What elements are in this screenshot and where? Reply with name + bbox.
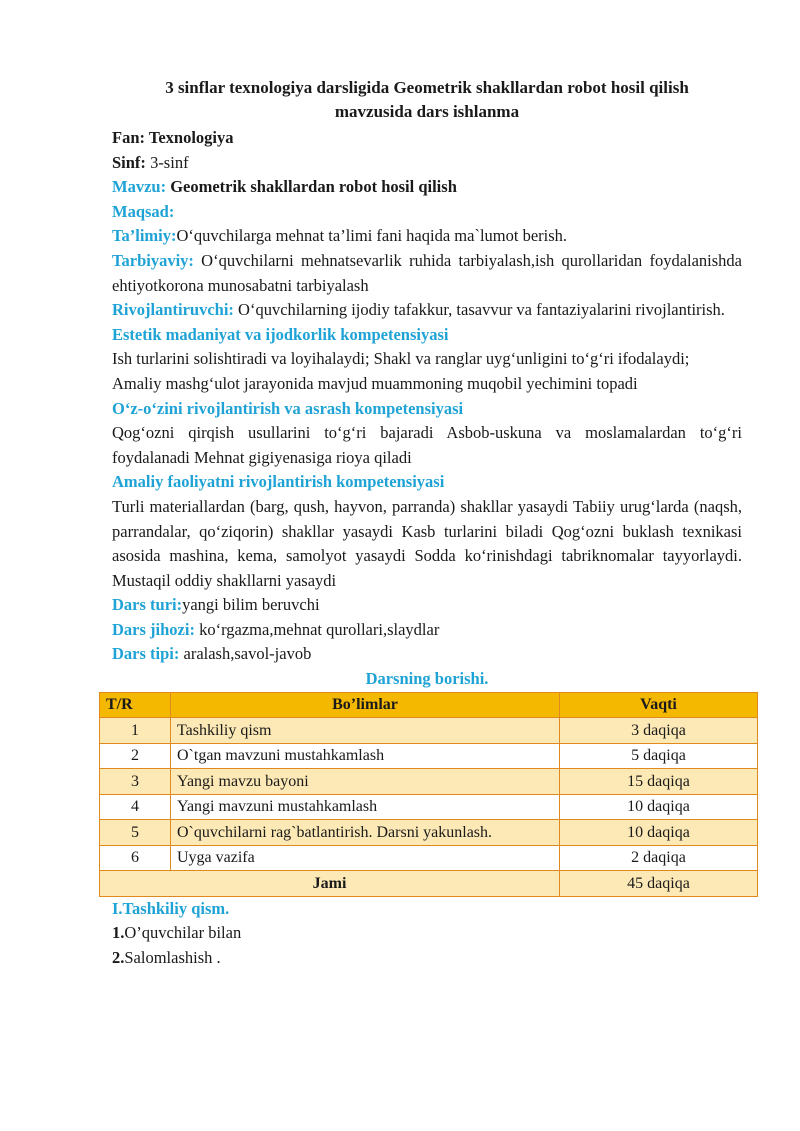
talimiy-line: Ta’limiy:O‘quvchilarga mehnat ta’limi fani haqida ma`lumot berish.	[112, 226, 568, 246]
title-line-1: 3 sinflar texnologiya darsligida Geometrik shakllardan robot hosil qilish	[165, 78, 689, 97]
maqsad-heading: Maqsad:	[112, 201, 175, 221]
dars-jihozi-line: Dars jihozi: ko‘rgazma,mehnat qurollari,slaydlar	[112, 619, 440, 639]
header-bolimlar: Bo’limlar	[171, 692, 560, 718]
dars-tipi-line: Dars tipi: aralash,savol-javob	[112, 644, 312, 664]
fan-line: Fan: Texnologiya	[112, 128, 234, 147]
total-time: 45 daqiqa	[560, 871, 758, 897]
ozini-heading: O‘z-o‘zini rivojlantirish va asrash kompetensiyasi	[112, 398, 464, 418]
rivojlantiruvchi-paragraph: Rivojlantiruvchi: O‘quvchilarning ijodiy tafakkur, tasavvur va fantaziyalarini rivojlantirish.	[112, 300, 725, 320]
estetik-heading: Estetik madaniyat va ijodkorlik kompetensiyasi	[112, 324, 449, 344]
document-title	[112, 76, 742, 124]
ozini-paragraph: Qog‘ozni qirqish usullarini to‘g‘ri bajaradi Asbob-uskuna va moslamalardan to‘g‘ri foydalanadi Mehnat gigiyenasiga rioya qiladi	[112, 423, 742, 467]
table-header-row	[100, 692, 758, 718]
total-label: Jami	[100, 871, 560, 897]
amaliy-heading: Amaliy faoliyatni rivojlantirish kompetensiyasi	[112, 472, 445, 492]
table-row: 5 O`quvchilarni rag`batlantirish. Darsni yakunlash. 10 daqiqa	[100, 820, 758, 846]
borishi-heading: Darsning borishi.	[365, 669, 489, 689]
tashkiliy-heading: I.Tashkiliy qism.	[112, 898, 230, 918]
estetik-paragraph-1: Ish turlarini solishtiradi va loyihalaydi; Shakl va ranglar uyg‘unligini to‘g‘ri ifodalaydi;	[112, 349, 690, 369]
amaliy-paragraph: Turli materiallardan (barg, qush, hayvon, parranda) shakllar yasaydi Tabiiy urug‘larda (naqsh, parrandalar, qo‘ziqorin) shakllar yasaydi Kasb turlarini biladi Qog‘ozni buklash texnikasi asosida mashina, kema, samolyot yasaydi Sodda ko‘rinishdagi tabriknomalar tayyorlaydi. Mustaqil oddiy shakllarni yasaydi	[112, 496, 742, 590]
list-item: 2.Salomlashish .	[112, 947, 221, 967]
table-total-row	[100, 871, 758, 897]
title-line-2: mavzusida dars ishlanma	[334, 102, 520, 121]
table-row: 4 Yangi mavzuni mustahkamlash 10 daqiqa	[100, 794, 758, 820]
mavzu-line: Mavzu: Geometrik shakllardan robot hosil qilish	[112, 177, 457, 197]
dars-turi-line: Dars turi:yangi bilim beruvchi	[112, 595, 320, 615]
estetik-paragraph-2: Amaliy mashg‘ulot jarayonida mavjud muammoning muqobil yechimini topadi	[112, 373, 638, 393]
tarbiyaviy-paragraph: Tarbiyaviy: O‘quvchilarni mehnatsevarlik ruhida tarbiyalash,ish qurollaridan foydalanishda ehtiyotkorona munosabatni tarbiyalash	[112, 250, 742, 295]
list-item: 1.O’quvchilar bilan	[112, 923, 242, 943]
header-vaqti: Vaqti	[560, 692, 758, 718]
document-page	[106, 76, 742, 970]
table-row: 1 Tashkiliy qism 3 daqiqa	[100, 718, 758, 744]
table-row: 2 O`tgan mavzuni mustahkamlash 5 daqiqa	[100, 743, 758, 769]
header-tr: T/R	[100, 692, 171, 718]
sinf-line: Sinf: 3-sinf	[112, 152, 189, 172]
table-row: 6 Uyga vazifa 2 daqiqa	[100, 845, 758, 871]
lesson-plan-table	[99, 692, 758, 897]
table-row: 3 Yangi mavzu bayoni 15 daqiqa	[100, 769, 758, 795]
